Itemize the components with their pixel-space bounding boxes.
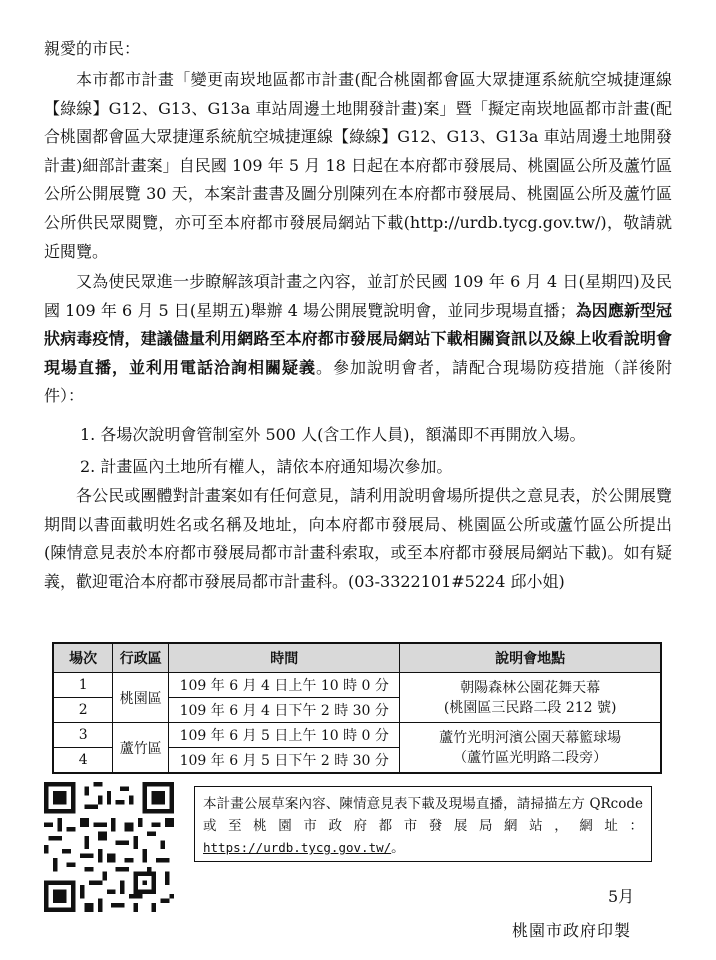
notice-end: 。 (391, 840, 405, 856)
paragraph-exhibition: 本市都市計畫「變更南崁地區都市計畫(配合桃園都會區大眾捷運系統航空城捷運線【綠線】G12、G13、G13a 車站周邊土地開發計畫)案」暨「擬定南崁地區都市計畫(配合桃園都會區大眾捷運系統航空城捷運線【綠線】G12、G13、G13a 車站周邊土地開發計畫)細部計畫案」自民國 109 年 5 月 18 日起在本府都市發展局、桃園區公所及蘆竹區公所公開展覽 30 天，本案計畫書及圖分別陳列在本府都市發展局、桃園區公所及蘆竹區公所供民眾閱覽，亦可至本府都市發展局網站下載(http://urdb.tycg.gov.tw/)，敬請就近閱覽。 (44, 70, 672, 261)
venue-cell (400, 723, 661, 774)
venue-address: (桃園區三民路二段 212 號) (443, 699, 617, 716)
notice-box (194, 786, 652, 862)
session-time: 109 年 6 月 4 日下午 2 時 30 分 (169, 698, 400, 723)
list-item: 1. 各場次說明會管制室外 500 人(含工作人員)，額滿即不再開放入場。 (80, 425, 586, 444)
header-district: 行政區 (113, 643, 169, 673)
table-row (53, 723, 661, 748)
session-time: 109 年 6 月 5 日上午 10 時 0 分 (169, 723, 400, 748)
notice-text: 本計畫公展草案內容、陳情意見表下載及現場直播，請掃描左方 QRcode 或至桃園市政府都市發展局網站，網址： (203, 796, 643, 834)
session-number: 3 (53, 723, 113, 748)
table-header-row (53, 643, 661, 673)
signature: 桃園市政府印製 (512, 921, 632, 940)
briefing-text-end: 。參加說明會者，請配合現場防疫措施（詳後附件）： (44, 357, 672, 406)
session-time: 109 年 6 月 4 日上午 10 時 0 分 (169, 673, 400, 698)
header-session: 場次 (53, 643, 113, 673)
session-number: 2 (53, 698, 113, 723)
session-number: 4 (53, 748, 113, 774)
qr-code-icon[interactable] (44, 782, 174, 912)
paragraph-opinions: 各公民或團體對計畫案如有任何意見，請利用說明會場所提供之意見表，於公開展覽期間以書面載明姓名或名稱及地址，向本府都市發展局、桃園區公所或蘆竹區公所提出(陳情意見表於本府都市發展局都市計畫科索取，或至本府都市發展局網站下載)。如有疑義，歡迎電洽本府都市發展局都市計畫科。(03-3322101#5224 邱小姐) (44, 486, 672, 591)
briefing-text: 又為使民眾進一步瞭解該項計畫之內容，並訂於民國 109 年 6 月 4 日(星期四)及民國 109 年 6 月 5 日(星期五)舉辦 4 場公開展覽說明會，並同步現場直播； (44, 272, 672, 320)
briefing-bold-phone: 電話洽詢相關疑義 (180, 357, 316, 377)
table-row (53, 673, 661, 698)
header-time: 時間 (169, 643, 400, 673)
greeting: 親愛的市民： (44, 39, 141, 58)
venue-name: 蘆竹光明河濱公園天幕籃球場 (439, 729, 622, 746)
session-time: 109 年 6 月 5 日下午 2 時 30 分 (169, 748, 400, 774)
venue-name: 朝陽森林公園花舞天幕 (460, 679, 601, 696)
district-cell: 蘆竹區 (113, 723, 169, 774)
header-venue: 說明會地點 (400, 643, 661, 673)
district-cell: 桃園區 (113, 673, 169, 723)
issue-month: 5月 (608, 887, 635, 906)
list-item: 2. 計畫區內土地所有權人，請依本府通知場次參加。 (80, 457, 453, 476)
briefing-bold-notice: 為因應新型冠狀病毒疫情，建議儘量利用網路至本府都市發展局網站下載相關資訊以及線上收看說明會現場直播，並利用 (44, 300, 672, 377)
paragraph-briefing (44, 268, 672, 411)
session-number: 1 (53, 673, 113, 698)
schedule-table (52, 642, 662, 774)
venue-address: （蘆竹區光明路二段旁） (453, 749, 608, 766)
venue-cell (400, 673, 661, 723)
website-link[interactable]: https://urdb.tycg.gov.tw/ (203, 840, 392, 855)
